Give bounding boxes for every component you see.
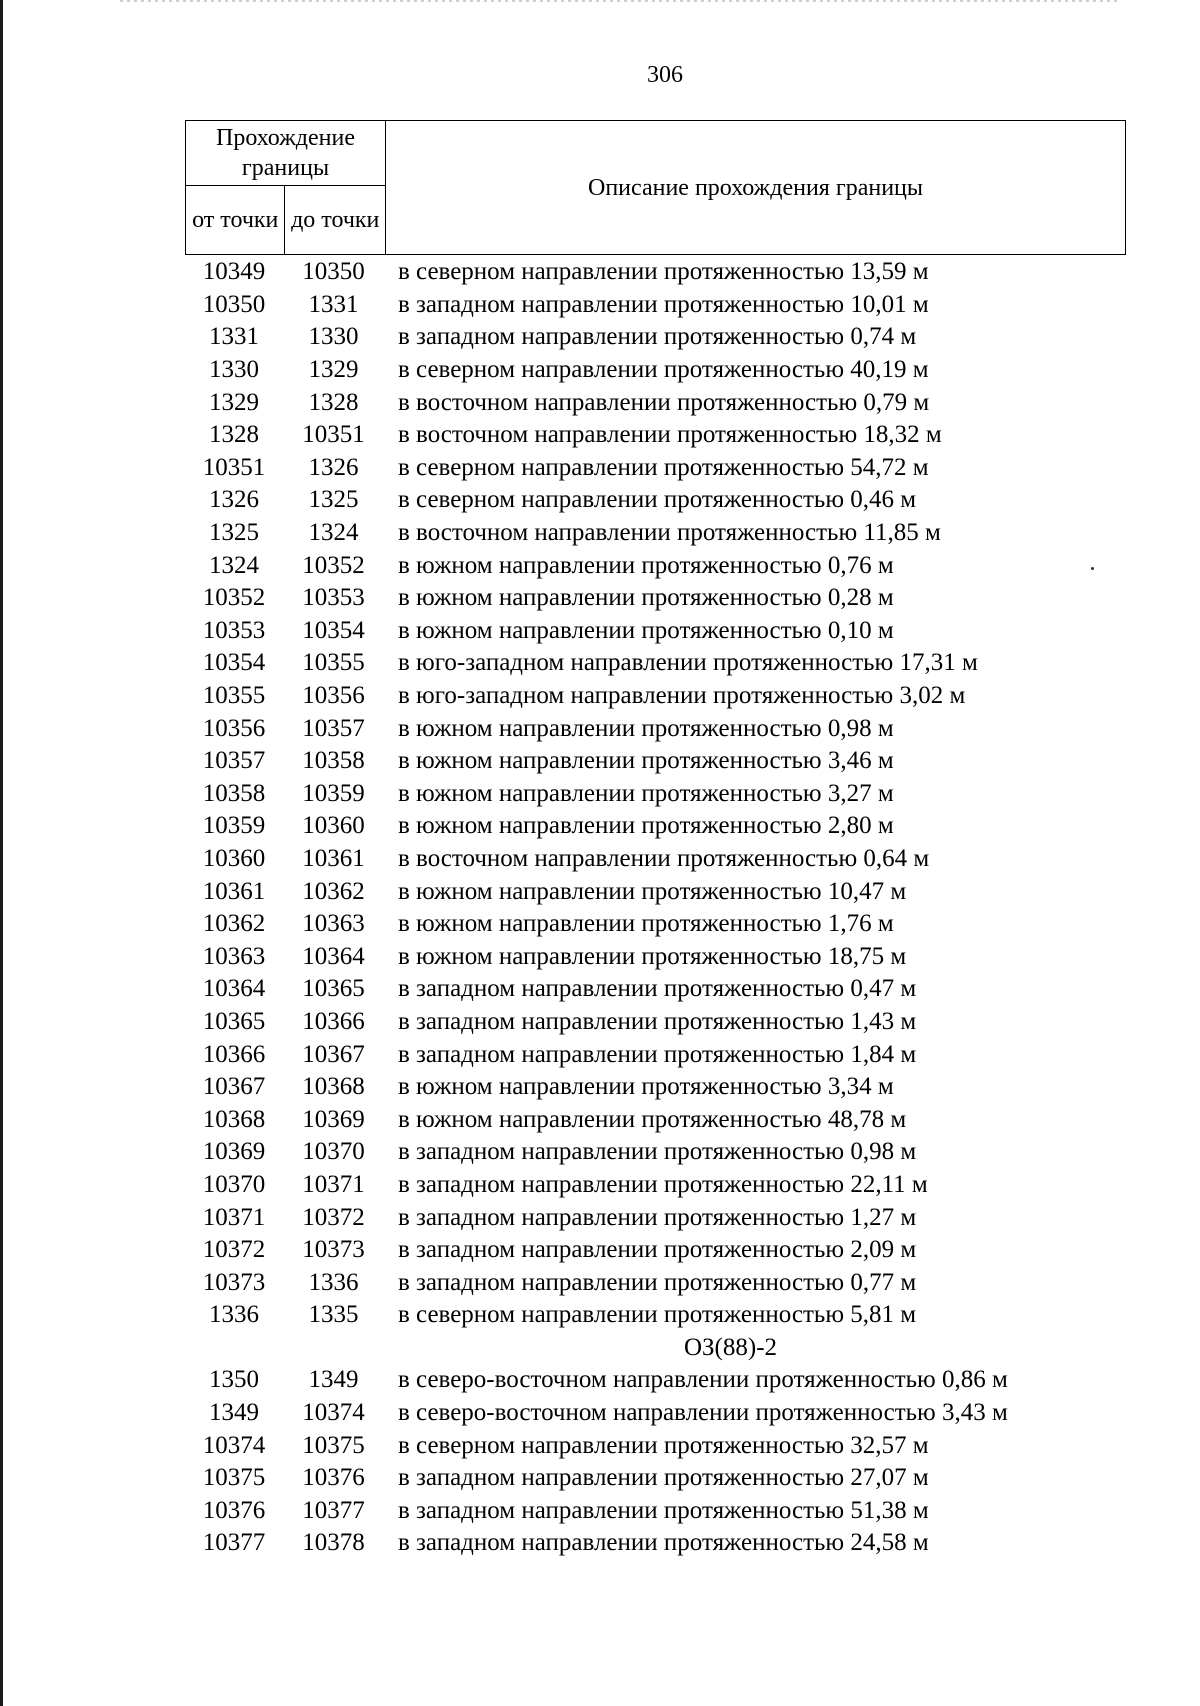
table-row: [185, 615, 1126, 648]
cell-desc: в южном направлении протяженностью 3,46 м: [398, 747, 894, 775]
cell-desc: в восточном направлении протяженностью 18,32 м: [398, 421, 942, 449]
table-row: [185, 1038, 1126, 1071]
table-row: [185, 1071, 1126, 1104]
cell-desc: в западном направлении протяженностью 0,98 м: [398, 1138, 917, 1166]
cell-from: 10356: [202, 714, 266, 742]
cell-to: 1326: [308, 453, 359, 481]
cell-from: 1330: [209, 356, 259, 384]
cell-to: 10359: [302, 779, 365, 807]
cell-desc: в восточном направлении протяженностью 11,85 м: [398, 519, 941, 547]
cell-desc: в западном направлении протяженностью 1,27 м: [398, 1203, 917, 1231]
cell-from: 10370: [202, 1170, 266, 1198]
cell-from: 10350: [202, 290, 266, 318]
table-row: [185, 1266, 1126, 1299]
cell-from: 10352: [202, 584, 266, 612]
cell-to: 10372: [302, 1203, 365, 1231]
cell-desc: в северном направлении протяженностью 32,57 м: [398, 1431, 929, 1459]
cell-to: 10358: [302, 747, 365, 775]
table-row: [185, 940, 1126, 973]
cell-desc: в южном направлении протяженностью 10,47 м: [398, 877, 907, 905]
cell-desc: в южном направлении протяженностью 48,78 м: [398, 1105, 907, 1133]
cell-desc: в южном направлении протяженностью 0,76 м: [398, 551, 894, 579]
cell-from: 1328: [209, 421, 259, 449]
cell-desc: в восточном направлении протяженностью 0,64 м: [398, 844, 930, 872]
cell-desc: в южном направлении протяженностью 3,34 м: [398, 1073, 894, 1101]
cell-to: 10364: [302, 942, 365, 970]
header-boundary-pass: Прохождение границы: [186, 121, 386, 186]
cell-to: 10352: [302, 551, 365, 579]
cell-from: 10361: [202, 877, 266, 905]
cell-desc: в южном направлении протяженностью 18,75 м: [398, 942, 907, 970]
scan-speck: [1091, 567, 1094, 570]
header-to-point: до точки: [285, 186, 386, 255]
table-row: [185, 810, 1126, 843]
cell-to: 10355: [302, 649, 365, 677]
boundary-rows-section-2: [185, 1364, 1126, 1560]
cell-from: 1326: [209, 486, 259, 514]
table-row: [185, 1429, 1126, 1462]
cell-from: 10358: [202, 779, 266, 807]
cell-to: 1331: [308, 290, 359, 318]
cell-desc: в северном направлении протяженностью 40,19 м: [398, 356, 929, 384]
table-row: [185, 386, 1126, 419]
cell-desc: в западном направлении протяженностью 22,11 м: [398, 1170, 928, 1198]
cell-from: 10373: [202, 1268, 266, 1296]
cell-from: 10349: [202, 258, 266, 286]
table-row: [185, 843, 1126, 876]
cell-from: 10371: [202, 1203, 266, 1231]
cell-from: 10372: [202, 1236, 266, 1264]
table-row: [185, 419, 1126, 452]
table-row: [185, 256, 1126, 289]
table-row: [185, 908, 1126, 941]
table-row: [185, 452, 1126, 485]
cell-to: 10368: [302, 1073, 365, 1101]
cell-to: 1324: [308, 519, 359, 547]
table-row: [185, 289, 1126, 322]
cell-to: 10353: [302, 584, 365, 612]
scan-artifact: [120, 0, 1120, 2]
cell-from: 10357: [202, 747, 266, 775]
table-row: [185, 517, 1126, 550]
table-row: [185, 321, 1126, 354]
cell-to: 10376: [302, 1464, 365, 1492]
table-row: [185, 875, 1126, 908]
cell-desc: в западном направлении протяженностью 1,43 м: [398, 1007, 917, 1035]
cell-from: 10375: [202, 1464, 266, 1492]
cell-from: 10369: [202, 1138, 266, 1166]
cell-to: 10375: [302, 1431, 365, 1459]
cell-to: 10377: [302, 1496, 365, 1524]
cell-to: 10350: [302, 258, 365, 286]
cell-desc: в южном направлении протяженностью 0,98 м: [398, 714, 894, 742]
cell-desc: в северном направлении протяженностью 0,46 м: [398, 486, 917, 514]
cell-desc: в западном направлении протяженностью 0,47 м: [398, 975, 917, 1003]
cell-desc: в южном направлении протяженностью 0,28 м: [398, 584, 894, 612]
section-title: ОЗ(88)-2: [683, 1333, 778, 1361]
table-row: [185, 1527, 1126, 1560]
cell-desc: в западном направлении протяженностью 1,84 м: [398, 1040, 917, 1068]
cell-to: 10373: [302, 1236, 365, 1264]
table-row: [185, 778, 1126, 811]
cell-from: 1331: [209, 323, 259, 351]
cell-desc: в юго-западном направлении протяженностью 3,02 м: [398, 682, 966, 710]
cell-to: 10357: [302, 714, 365, 742]
cell-to: 1328: [308, 388, 359, 416]
cell-desc: в западном направлении протяженностью 10,01 м: [398, 290, 929, 318]
cell-from: 1325: [209, 519, 259, 547]
cell-to: 10367: [302, 1040, 365, 1068]
cell-to: 10371: [302, 1170, 365, 1198]
table-row: [185, 1103, 1126, 1136]
table-row: [185, 1136, 1126, 1169]
table-row: [185, 1397, 1126, 1430]
cell-from: 10368: [202, 1105, 266, 1133]
cell-desc: в западном направлении протяженностью 0,77 м: [398, 1268, 917, 1296]
cell-desc: в северо-восточном направлении протяженностью 0,86 м: [398, 1366, 1008, 1394]
cell-desc: в западном направлении протяженностью 27,07 м: [398, 1464, 929, 1492]
table-row: [185, 354, 1126, 387]
table-row: [185, 712, 1126, 745]
cell-desc: в северном направлении протяженностью 5,81 м: [398, 1301, 917, 1329]
cell-from: 1329: [209, 388, 259, 416]
cell-from: 10366: [202, 1040, 266, 1068]
table-row: [185, 484, 1126, 517]
header-from-point: от точки: [186, 186, 285, 255]
table-body: [185, 256, 1126, 1560]
cell-desc: в восточном направлении протяженностью 0,79 м: [398, 388, 930, 416]
table-row: [185, 1364, 1126, 1397]
cell-to: 10369: [302, 1105, 365, 1133]
cell-desc: в западном направлении протяженностью 2,09 м: [398, 1236, 917, 1264]
cell-from: 1349: [209, 1399, 259, 1427]
table-row: [185, 1006, 1126, 1039]
cell-desc: в северном направлении протяженностью 54,72 м: [398, 453, 929, 481]
cell-from: 10355: [202, 682, 266, 710]
cell-from: 10359: [202, 812, 266, 840]
cell-from: 10374: [202, 1431, 266, 1459]
cell-to: 1335: [308, 1301, 359, 1329]
cell-desc: в юго-западном направлении протяженностью 17,31 м: [398, 649, 978, 677]
cell-desc: в западном направлении протяженностью 51,38 м: [398, 1496, 929, 1524]
cell-to: 10365: [302, 975, 365, 1003]
cell-desc: в северном направлении протяженностью 13,59 м: [398, 258, 929, 286]
boundary-rows: [185, 256, 1126, 1332]
scan-border: [0, 0, 3, 1706]
cell-to: 1325: [308, 486, 359, 514]
cell-to: 10374: [302, 1399, 365, 1427]
cell-to: 10354: [302, 616, 365, 644]
table-row: [185, 647, 1126, 680]
cell-from: 10363: [202, 942, 266, 970]
table-row: [185, 1234, 1126, 1267]
cell-from: 10377: [202, 1529, 266, 1557]
cell-to: 10362: [302, 877, 365, 905]
cell-desc: в южном направлении протяженностью 0,10 м: [398, 616, 894, 644]
cell-desc: в южном направлении протяженностью 2,80 м: [398, 812, 894, 840]
cell-from: 1336: [209, 1301, 259, 1329]
cell-to: 10360: [302, 812, 365, 840]
cell-from: 10364: [202, 975, 266, 1003]
table-row: [185, 973, 1126, 1006]
cell-from: 10351: [202, 453, 266, 481]
cell-desc: в северо-восточном направлении протяженностью 3,43 м: [398, 1399, 1008, 1427]
table-row: [185, 549, 1126, 582]
cell-desc: в западном направлении протяженностью 0,74 м: [398, 323, 917, 351]
cell-to: 1330: [308, 323, 359, 351]
cell-to: 10363: [302, 910, 365, 938]
cell-from: 10365: [202, 1007, 266, 1035]
cell-from: 10376: [202, 1496, 266, 1524]
cell-desc: в западном направлении протяженностью 24,58 м: [398, 1529, 929, 1557]
cell-from: 1324: [209, 551, 259, 579]
cell-from: 10367: [202, 1073, 266, 1101]
cell-to: 10366: [302, 1007, 365, 1035]
cell-from: 1350: [209, 1366, 259, 1394]
section-row: [185, 1332, 1126, 1365]
cell-desc: в южном направлении протяженностью 3,27 м: [398, 779, 894, 807]
cell-to: 10361: [302, 844, 365, 872]
table-row: [185, 1169, 1126, 1202]
cell-to: 10370: [302, 1138, 365, 1166]
cell-to: 10356: [302, 682, 365, 710]
cell-to: 10378: [302, 1529, 365, 1557]
page-number: 306: [647, 62, 683, 88]
cell-from: 10362: [202, 910, 266, 938]
cell-to: 1329: [308, 356, 359, 384]
table-row: [185, 1462, 1126, 1495]
table-row: [185, 1299, 1126, 1332]
table-row: [185, 1495, 1126, 1528]
cell-to: 10351: [302, 421, 365, 449]
table-row: [185, 1201, 1126, 1234]
header-description: Описание прохождения границы: [386, 121, 1126, 255]
cell-to: 1349: [308, 1366, 359, 1394]
table-row: [185, 582, 1126, 615]
cell-from: 10354: [202, 649, 266, 677]
cell-to: 1336: [308, 1268, 359, 1296]
table-header: [185, 120, 1126, 255]
table-row: [185, 745, 1126, 778]
cell-from: 10353: [202, 616, 266, 644]
cell-desc: в южном направлении протяженностью 1,76 м: [398, 910, 894, 938]
cell-from: 10360: [202, 844, 266, 872]
table-row: [185, 680, 1126, 713]
